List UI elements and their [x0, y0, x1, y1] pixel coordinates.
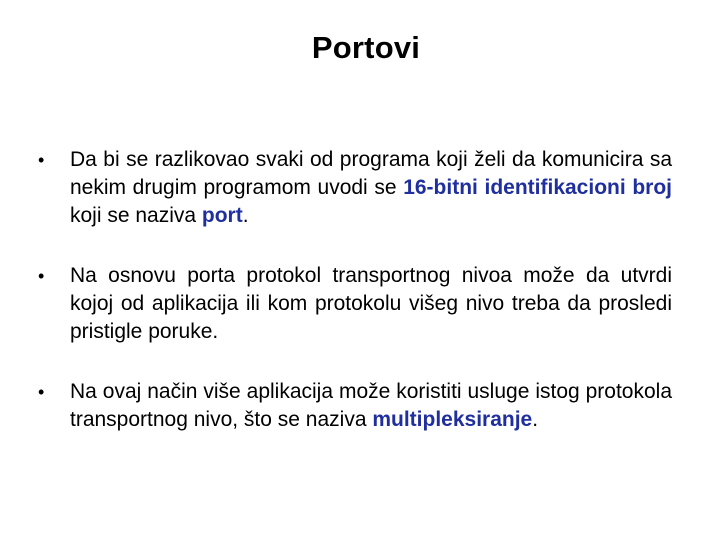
bullet-text: koji se naziva [70, 204, 202, 227]
bullet-marker: • [38, 266, 45, 286]
bullet-item-3 [38, 378, 672, 434]
keyword-term: multipleksiranje [372, 408, 533, 431]
slide-title: Portovi [311, 30, 421, 65]
keyword-term: port [201, 204, 243, 227]
bullet-item-1 [38, 146, 672, 230]
bullet-text: Na osnovu porta protokol transportnog nivoa može da utvrdi kojoj od aplikacija ili kom protokolu višeg nivo treba da prosledi pristigle poruke. [70, 264, 672, 343]
bullet-marker: • [38, 150, 45, 170]
bullet-item-2 [38, 262, 672, 346]
bullet-text: Na ovaj način više aplikacija može koristiti usluge istog protokola transportnog nivo, što se naziva [70, 380, 672, 431]
bullet-text: . [242, 204, 249, 227]
bullet-list [38, 146, 672, 434]
bullet-text: . [532, 408, 539, 431]
highlight-term: 16-bitni identifikacioni broj [403, 176, 672, 199]
bullet-text: Da bi se razlikovao svaki od programa koji želi da komunicira sa nekim drugim programom uvodi se [70, 148, 672, 199]
bullet-marker: • [38, 382, 45, 402]
